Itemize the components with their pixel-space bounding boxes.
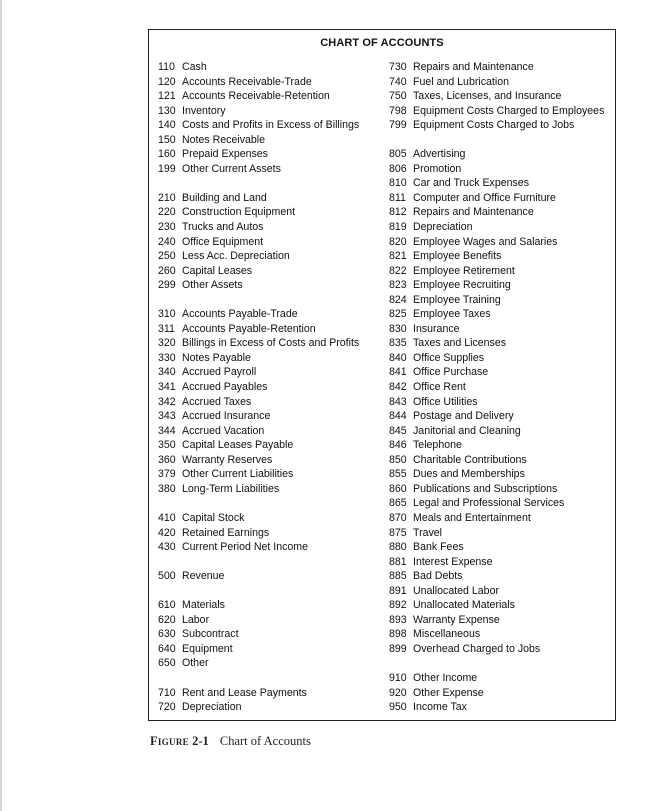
- account-code: 340: [158, 366, 176, 379]
- account-name: Notes Payable: [182, 351, 251, 364]
- account-name: Publications and Subscriptions: [413, 482, 558, 495]
- account-name: Capital Leases Payable: [182, 439, 294, 452]
- account-row: [158, 162, 388, 177]
- account-row: [158, 322, 388, 337]
- account-code: 330: [158, 351, 176, 364]
- account-name: Janitorial and Cleaning: [413, 424, 521, 437]
- account-code: 810: [389, 177, 407, 190]
- account-name: Other Assets: [182, 279, 243, 292]
- account-name: Dues and Memberships: [413, 468, 525, 481]
- account-code: 730: [389, 61, 407, 73]
- account-code: 920: [389, 686, 407, 699]
- account-name: Building and Land: [182, 191, 267, 204]
- account-name: Less Acc. Depreciation: [182, 250, 290, 263]
- account-name: Overhead Charged to Jobs: [413, 642, 541, 655]
- account-row: [389, 205, 614, 220]
- account-code: 891: [389, 584, 407, 597]
- account-code: 220: [158, 206, 176, 219]
- account-name: Interest Expense: [413, 555, 493, 568]
- chart-title: CHART OF ACCOUNTS: [320, 37, 444, 49]
- account-row: [158, 380, 388, 395]
- account-code: 379: [158, 468, 176, 481]
- account-row: [389, 467, 614, 482]
- account-code: 343: [158, 410, 176, 423]
- account-code: 610: [158, 599, 176, 612]
- group-spacer: [158, 671, 388, 686]
- account-code: 870: [389, 511, 407, 524]
- account-row: [389, 555, 614, 570]
- account-row: [389, 75, 614, 90]
- account-row: [389, 569, 614, 584]
- account-row: [389, 322, 614, 337]
- account-code: 199: [158, 162, 176, 175]
- account-code: 121: [158, 90, 176, 103]
- group-spacer: [158, 584, 388, 599]
- account-name: Employee Retirement: [413, 264, 515, 277]
- account-name: Warranty Reserves: [182, 453, 273, 466]
- account-row: [389, 409, 614, 424]
- account-name: Billings in Excess of Costs and Profits: [182, 337, 360, 350]
- account-row: [158, 438, 388, 453]
- account-code: 420: [158, 526, 176, 539]
- account-code: 260: [158, 264, 176, 277]
- account-name: Accrued Insurance: [182, 410, 271, 423]
- account-row: [158, 278, 388, 293]
- account-row: [158, 365, 388, 380]
- account-name: Office Supplies: [413, 351, 485, 364]
- account-row: [158, 220, 388, 235]
- account-row: [389, 264, 614, 279]
- account-code: 630: [158, 628, 176, 641]
- account-code: 846: [389, 439, 407, 452]
- account-code: 240: [158, 235, 176, 248]
- account-row: [389, 584, 614, 599]
- account-code: 230: [158, 221, 176, 234]
- account-code: 880: [389, 541, 407, 554]
- account-row: [389, 365, 614, 380]
- account-code: 821: [389, 250, 407, 263]
- account-row: [389, 671, 614, 686]
- account-row: [389, 540, 614, 555]
- account-name: Trucks and Autos: [182, 221, 264, 234]
- figure-caption: [150, 734, 311, 749]
- account-row: [389, 336, 614, 351]
- account-row: [389, 118, 614, 133]
- account-name: Employee Wages and Salaries: [413, 235, 558, 248]
- account-code: 500: [158, 570, 176, 583]
- account-name: Accounts Receivable-Retention: [182, 90, 330, 103]
- account-row: [389, 627, 614, 642]
- account-row: [389, 191, 614, 206]
- account-code: 812: [389, 206, 407, 219]
- left-account-column: [158, 60, 388, 715]
- account-code: 845: [389, 424, 407, 437]
- account-code: 210: [158, 191, 176, 204]
- account-code: 250: [158, 250, 176, 263]
- account-name: Taxes, Licenses, and Insurance: [413, 90, 562, 103]
- figure-number: 2-1: [192, 734, 209, 748]
- account-code: 855: [389, 468, 407, 481]
- account-name: Miscellaneous: [413, 628, 481, 641]
- account-row: [158, 60, 388, 75]
- page-edge: [0, 0, 2, 811]
- account-code: 710: [158, 686, 176, 699]
- account-code: 650: [158, 657, 176, 670]
- account-name: Employee Benefits: [413, 250, 502, 263]
- account-code: 823: [389, 279, 407, 292]
- account-name: Computer and Office Furniture: [413, 191, 556, 204]
- account-name: Office Purchase: [413, 366, 489, 379]
- account-name: Other Current Liabilities: [182, 468, 294, 481]
- account-name: Repairs and Maintenance: [413, 206, 534, 219]
- account-code: 311: [158, 322, 175, 335]
- account-code: 130: [158, 104, 176, 117]
- account-row: [389, 496, 614, 511]
- account-row: [389, 249, 614, 264]
- account-code: 740: [389, 75, 407, 88]
- figure-label: Figure: [150, 734, 189, 748]
- account-name: Revenue: [182, 570, 225, 583]
- account-code: 881: [389, 555, 407, 568]
- account-code: 320: [158, 337, 176, 350]
- account-code: 310: [158, 308, 176, 321]
- account-code: 898: [389, 628, 407, 641]
- account-row: [158, 598, 388, 613]
- account-code: 350: [158, 439, 176, 452]
- account-row: [389, 438, 614, 453]
- account-code: 842: [389, 381, 407, 394]
- account-row: [389, 700, 614, 715]
- account-row: [389, 220, 614, 235]
- account-code: 875: [389, 526, 407, 539]
- account-name: Other Current Assets: [182, 162, 281, 175]
- account-code: 910: [389, 671, 407, 684]
- account-code: 844: [389, 410, 407, 423]
- account-row: [389, 686, 614, 701]
- account-code: 835: [389, 337, 407, 350]
- account-name: Employee Taxes: [413, 308, 491, 321]
- account-code: 830: [389, 322, 407, 335]
- account-name: Unallocated Labor: [413, 584, 499, 597]
- account-code: 799: [389, 119, 407, 132]
- account-row: [158, 89, 388, 104]
- account-row: [389, 293, 614, 308]
- account-name: Income Tax: [413, 701, 467, 714]
- account-row: [389, 598, 614, 613]
- account-row: [389, 162, 614, 177]
- account-code: 892: [389, 599, 407, 612]
- account-code: 344: [158, 424, 176, 437]
- account-row: [158, 526, 388, 541]
- account-row: [158, 147, 388, 162]
- account-name: Long-Term Liabilities: [182, 482, 280, 495]
- account-row: [389, 104, 614, 119]
- account-row: [158, 511, 388, 526]
- account-name: Postage and Delivery: [413, 410, 514, 423]
- account-row: [158, 104, 388, 119]
- account-name: Accrued Vacation: [182, 424, 265, 437]
- account-row: [158, 264, 388, 279]
- group-spacer: [389, 133, 614, 148]
- account-row: [158, 569, 388, 584]
- account-name: Other Expense: [413, 686, 484, 699]
- account-row: [389, 395, 614, 410]
- account-name: Current Period Net Income: [182, 541, 309, 554]
- account-name: Accounts Receivable-Trade: [182, 75, 312, 88]
- account-name: Materials: [182, 599, 225, 612]
- account-row: [158, 540, 388, 555]
- account-name: Unallocated Materials: [413, 599, 515, 612]
- account-row: [389, 613, 614, 628]
- group-spacer: [158, 176, 388, 191]
- account-row: [158, 191, 388, 206]
- account-row: [158, 482, 388, 497]
- account-code: 820: [389, 235, 407, 248]
- account-name: Car and Truck Expenses: [413, 177, 529, 190]
- account-name: Repairs and Maintenance: [413, 61, 534, 73]
- account-name: Insurance: [413, 322, 460, 335]
- account-code: 885: [389, 570, 407, 583]
- account-row: [389, 89, 614, 104]
- account-row: [389, 307, 614, 322]
- account-code: 950: [389, 701, 407, 714]
- account-name: Capital Leases: [182, 264, 253, 277]
- account-name: Construction Equipment: [182, 206, 296, 219]
- account-row: [158, 642, 388, 657]
- account-row: [389, 380, 614, 395]
- account-name: Rent and Lease Payments: [182, 686, 307, 699]
- account-row: [158, 351, 388, 366]
- account-name: Office Rent: [413, 381, 466, 394]
- account-code: 893: [389, 613, 407, 626]
- account-name: Taxes and Licenses: [413, 337, 507, 350]
- account-row: [158, 118, 388, 133]
- account-row: [389, 278, 614, 293]
- account-row: [389, 424, 614, 439]
- account-name: Fuel and Lubrication: [413, 75, 509, 88]
- account-name: Accrued Taxes: [182, 395, 252, 408]
- account-name: Other: [182, 657, 209, 670]
- account-name: Capital Stock: [182, 511, 245, 524]
- account-code: 120: [158, 75, 176, 88]
- account-row: [158, 336, 388, 351]
- account-code: 805: [389, 148, 407, 161]
- account-name: Meals and Entertainment: [413, 511, 531, 524]
- account-code: 160: [158, 148, 176, 161]
- account-code: 140: [158, 119, 176, 132]
- account-name: Depreciation: [413, 221, 473, 234]
- account-row: [158, 686, 388, 701]
- account-name: Warranty Expense: [413, 613, 500, 626]
- account-code: 825: [389, 308, 407, 321]
- account-name: Promotion: [413, 162, 462, 175]
- account-name: Telephone: [413, 439, 462, 452]
- account-row: [158, 75, 388, 90]
- account-name: Charitable Contributions: [413, 453, 527, 466]
- account-name: Retained Earnings: [182, 526, 270, 539]
- figure-caption-text: Chart of Accounts: [219, 734, 311, 748]
- account-name: Cash: [182, 61, 207, 73]
- account-row: [389, 526, 614, 541]
- account-row: [158, 700, 388, 715]
- account-row: [389, 351, 614, 366]
- account-row: [158, 424, 388, 439]
- account-row: [389, 147, 614, 162]
- account-row: [158, 249, 388, 264]
- account-name: Equipment: [182, 642, 233, 655]
- right-account-column: [389, 60, 614, 715]
- account-row: [158, 627, 388, 642]
- group-spacer: [158, 555, 388, 570]
- account-row: [158, 409, 388, 424]
- account-row: [158, 453, 388, 468]
- account-name: Employee Recruiting: [413, 279, 511, 292]
- account-code: 822: [389, 264, 407, 277]
- account-code: 341: [158, 381, 176, 394]
- account-code: 110: [158, 61, 175, 73]
- account-code: 824: [389, 293, 407, 306]
- account-name: Costs and Profits in Excess of Billings: [182, 119, 360, 132]
- account-name: Bank Fees: [413, 541, 464, 554]
- account-row: [389, 176, 614, 191]
- account-row: [158, 205, 388, 220]
- account-code: 899: [389, 642, 407, 655]
- account-code: 865: [389, 497, 407, 510]
- account-row: [389, 511, 614, 526]
- account-name: Office Utilities: [413, 395, 478, 408]
- account-code: 342: [158, 395, 176, 408]
- account-code: 299: [158, 279, 176, 292]
- account-code: 850: [389, 453, 407, 466]
- account-name: Accounts Payable-Retention: [182, 322, 316, 335]
- account-name: Bad Debts: [413, 570, 463, 583]
- account-code: 811: [389, 191, 406, 204]
- account-name: Notes Receivable: [182, 133, 266, 146]
- account-row: [389, 235, 614, 250]
- account-name: Other Income: [413, 671, 478, 684]
- account-row: [158, 395, 388, 410]
- group-spacer: [158, 496, 388, 511]
- account-name: Accrued Payroll: [182, 366, 257, 379]
- account-name: Depreciation: [182, 701, 242, 714]
- account-code: 150: [158, 133, 176, 146]
- account-row: [158, 235, 388, 250]
- account-row: [158, 307, 388, 322]
- account-name: Labor: [182, 613, 210, 626]
- account-name: Equipment Costs Charged to Jobs: [413, 119, 575, 132]
- account-code: 806: [389, 162, 407, 175]
- account-code: 620: [158, 613, 176, 626]
- account-code: 360: [158, 453, 176, 466]
- account-name: Employee Training: [413, 293, 501, 306]
- account-code: 840: [389, 351, 407, 364]
- account-name: Subcontract: [182, 628, 239, 641]
- account-code: 750: [389, 90, 407, 103]
- account-row: [158, 133, 388, 148]
- account-row: [389, 642, 614, 657]
- account-row: [158, 656, 388, 671]
- account-row: [158, 467, 388, 482]
- account-code: 841: [389, 366, 407, 379]
- account-name: Travel: [413, 526, 443, 539]
- account-name: Prepaid Expenses: [182, 148, 268, 161]
- account-name: Accrued Payables: [182, 381, 268, 394]
- account-code: 819: [389, 221, 407, 234]
- account-name: Accounts Payable-Trade: [182, 308, 298, 321]
- group-spacer: [389, 656, 614, 671]
- account-row: [389, 453, 614, 468]
- account-name: Equipment Costs Charged to Employees: [413, 104, 605, 117]
- account-code: 860: [389, 482, 407, 495]
- group-spacer: [158, 293, 388, 308]
- account-code: 720: [158, 701, 176, 714]
- account-row: [389, 60, 614, 75]
- account-code: 380: [158, 482, 176, 495]
- account-code: 430: [158, 541, 176, 554]
- account-name: Office Equipment: [182, 235, 264, 248]
- account-code: 798: [389, 104, 407, 117]
- account-code: 640: [158, 642, 176, 655]
- account-name: Legal and Professional Services: [413, 497, 565, 510]
- account-row: [389, 482, 614, 497]
- account-code: 843: [389, 395, 407, 408]
- account-row: [158, 613, 388, 628]
- account-name: Advertising: [413, 148, 466, 161]
- account-name: Inventory: [182, 104, 226, 117]
- account-code: 410: [158, 511, 176, 524]
- chart-of-accounts-box: [148, 29, 616, 721]
